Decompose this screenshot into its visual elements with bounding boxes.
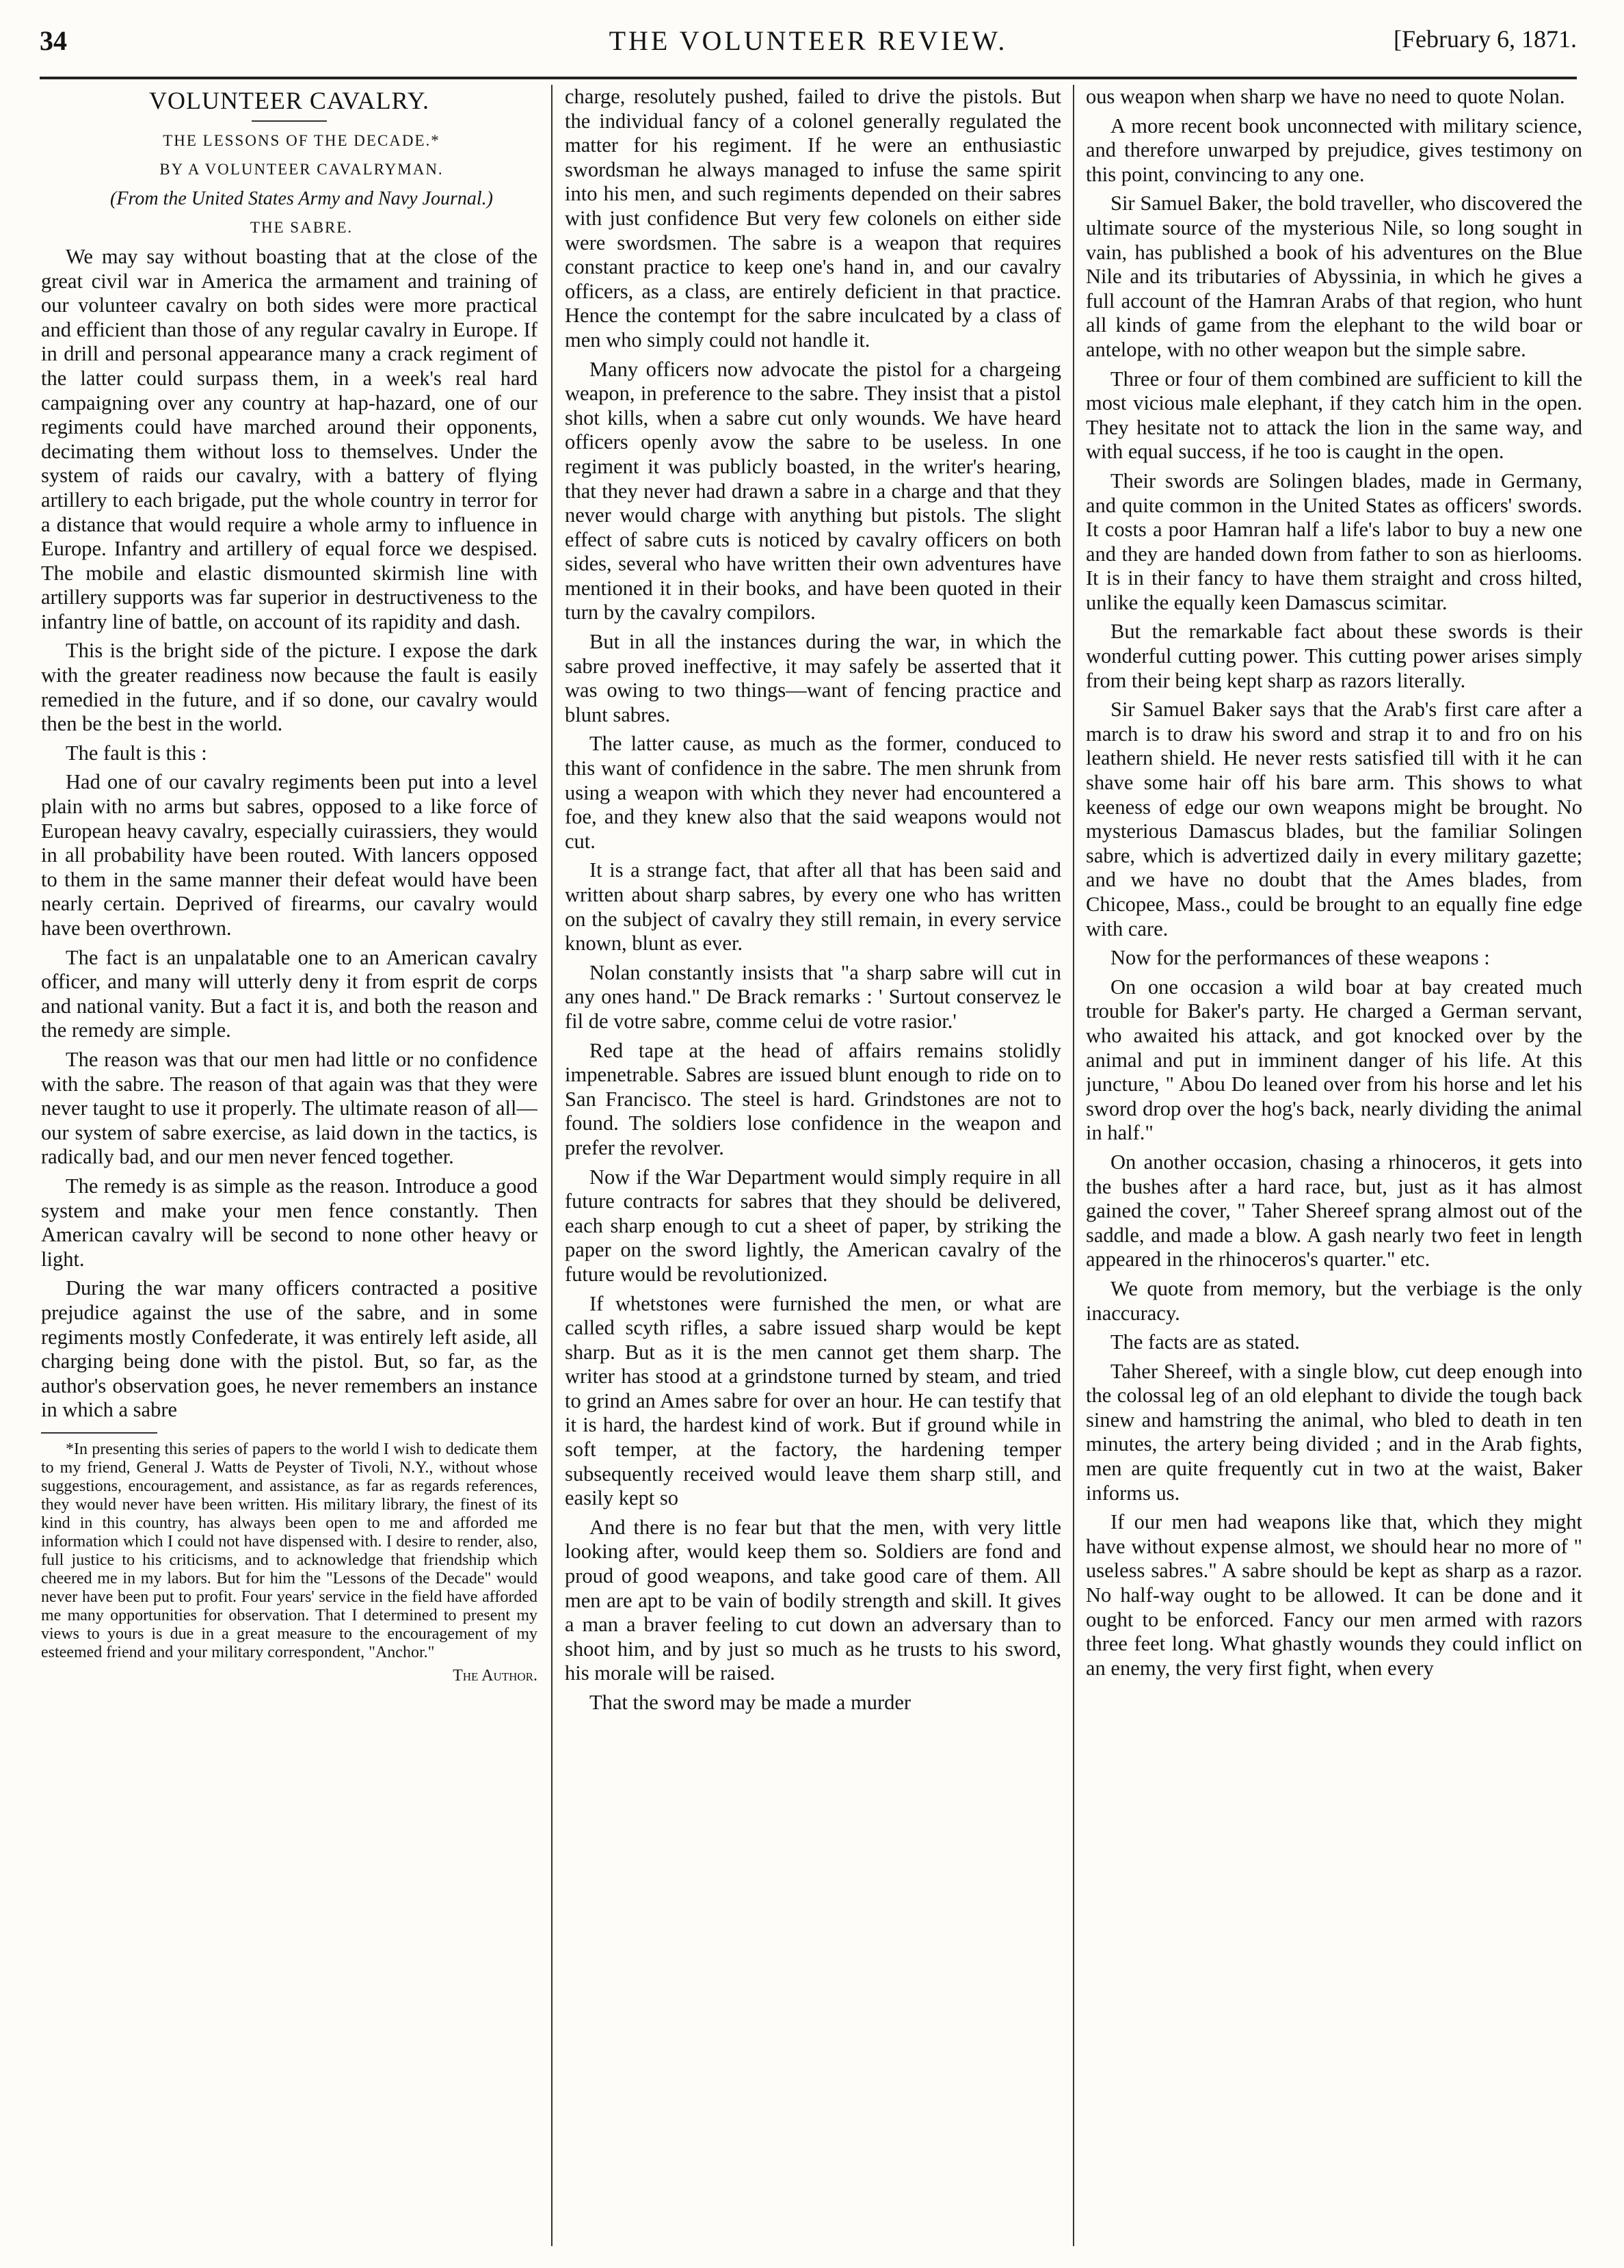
article-byline: BY A VOLUNTEER CAVALRYMAN.	[159, 161, 444, 179]
masthead-rule	[40, 77, 1577, 79]
footnote: *In presenting this series of papers to the world I wish to dedicate them to my friend, General J. Watts de Peyster of Tivoli, N.Y., without whose suggestions, encouragement, and assistance, as far as regards references, they would never have been written. His military library, the finest of its kind in this country, has always been open to me and afforded me information which I could not have dispensed with. I desire to render, also, full justice to his criticisms, and to acknowledge that friendship which cheered me in my labors. But for him the "Lessons of the Decade" would never have been put to profit. Four years' service in the field have afforded me many opportunities for observation. That I determined to present my views to yours is due in a great measure to the encouragement of my esteemed friend and your military correspondent, "Anchor."	[41, 1440, 537, 1661]
paragraph: Red tape at the head of affairs remains stolidly impenetrable. Sabres are issued blunt enough to ride on to San Francisco. The steel is hard. Grindstones are not to found. The soldiers lose confidence in the weapon and prefer the revolver.	[565, 1038, 1061, 1159]
column-divider	[1073, 85, 1074, 2246]
paragraph: A more recent book unconnected with military science, and therefore unwarped by prejudice, gives testimony on this point, convincing to any one.	[1086, 114, 1582, 186]
paragraph: That the sword may be made a murder	[589, 1691, 911, 1714]
paragraph: The fact is an unpalatable one to an American cavalry officer, and many will utterly deny it from esprit de corps and national vanity. But a fact it is, and both the reason and the remedy are simple.	[41, 945, 537, 1042]
paragraph: Taher Shereef, with a single blow, cut deep enough into the colossal leg of an old elephant to divide the tough back sinew and hamstring the animal, who bled to death in ten minutes, the artery being divided ; and in the Arab fights, men are quite frequently cut in two at the waist, Baker informs us.	[1086, 1359, 1582, 1505]
column-divider	[551, 85, 553, 2246]
paragraph: But the remarkable fact about these swords is their wonderful cutting power. This cutting power arises simply from their being kept sharp as razors literally.	[1086, 620, 1582, 692]
paragraph: Now for the performances of these weapons :	[1110, 946, 1490, 970]
paragraph: ous weapon when sharp we have no need to quote Nolan.	[1086, 85, 1565, 108]
page-number: 34	[40, 25, 67, 56]
paragraph: On one occasion a wild boar at bay created much trouble for Baker's party. He charged a German servant, who awaited his attack, and got knocked over by the animal and put in imminent danger of his life. At this juncture, " Abou Do leaned over from his horse and let his sword drop over the hog's back, nearly dividing the animal in half."	[1086, 975, 1582, 1145]
column-3	[1086, 85, 1582, 2246]
paragraph: The facts are as stated.	[1110, 1330, 1300, 1354]
paragraph: The latter cause, as much as the former, conduced to this want of confidence in the sabre. The men shrunk from using a weapon with which they never had encountered a foe, and they knew also that the said weapons would not cut.	[565, 732, 1061, 853]
paragraph: This is the bright side of the picture. I expose the dark with the greater readiness now because the fault is easily remedied in the future, and if so done, our cavalry would then be the best in the world.	[41, 639, 537, 736]
paragraph: If our men had weapons like that, which they might have without expense almost, we should hear no more of " useless sabres." A sabre should be kept as sharp as a razor. No half-way ought to be allowed. It can be done and it ought to be enforced. Fancy our men armed with razors three feet long. What ghastly wounds they could inflict on an enemy, the very first fight, when every	[1086, 1510, 1582, 1680]
paragraph: But in all the instances during the war, in which the sabre proved ineffective, it may safely be asserted that it was owing to two things—want of fencing practice and blunt sabres.	[565, 630, 1061, 726]
section-heading: THE SABRE.	[250, 219, 354, 237]
paragraph: On another occasion, chasing a rhinoceros, it gets into the bushes after a hard race, but, just as it has almost gained the cover, " Taher Shereef sprang almost out of the saddle, and made a blow. A gash nearly two feet in length appeared in the rhinoceros's quarter." etc.	[1086, 1150, 1582, 1271]
paragraph: Had one of our cavalry regiments been put into a level plain with no arms but sabres, opposed to a like force of European heavy cavalry, especially cuirassiers, they would in all probability have been routed. With lancers opposed to them in the same manner their defeat would have been nearly certain. Deprived of firearms, our cavalry would have been overthrown.	[41, 770, 537, 940]
paragraph: Now if the War Department would simply require in all future contracts for sabres that they should be delivered, each sharp enough to cut a sheet of paper, by striking the paper on the sword lightly, the American cavalry of the future would be revolutionized.	[565, 1165, 1061, 1286]
journal-title: THE VOLUNTEER REVIEW.	[609, 25, 1008, 56]
column-2	[565, 85, 1061, 2246]
paragraph: Three or four of them combined are sufficient to kill the most vicious male elephant, if they catch him in the open. They hesitate not to attack the lion in the same way, and with equal success, if he too is caught in the open.	[1086, 367, 1582, 464]
issue-date: [February 6, 1871.	[1394, 25, 1577, 53]
paragraph: Their swords are Solingen blades, made in Germany, and quite common in the United States as officers' swords. It costs a poor Hamran half a life's labor to buy a new one and they are handed down from father to son as hierlooms. It is in their fancy to have them straight and cross hilted, unlike the equally keen Damascus scimitar.	[1086, 469, 1582, 614]
article-source: (From the United States Army and Navy Journal.)	[110, 187, 493, 209]
paragraph: And there is no fear but that the men, with very little looking after, would keep them so. Soldiers are fond and proud of good weapons, and take good care of them. All men are apt to be vain of bodily strength and skill. It gives a man a braver feeling to cut down an adversary than to shoot him, and by just so much as he trusts to his sword, his morale will be raised.	[565, 1515, 1061, 1685]
footnote-signature: The Author.	[453, 1666, 537, 1685]
column-1	[41, 85, 537, 2246]
paragraph: Nolan constantly insists that "a sharp sabre will cut in any ones hand." De Brack remarks : ' Surtout conservez le fil de votre sabre, comme celui de votre rasior.'	[565, 960, 1061, 1033]
paragraph: If whetstones were furnished the men, or what are called scyth rifles, a sabre issued sharp would be kept sharp. But as it is the men cannot get them sharp. The writer has stood at a grindstone turned by steam, and tried to grind an Ames sabre for over an hour. He can testify that it is hard, the hardest kind of work. But if ground while in soft temper, at the factory, the hardening temper subsequently received would leave them sharp still, and easily kept so	[565, 1291, 1061, 1510]
paragraph: During the war many officers contracted a positive prejudice against the use of the sabre, and in some regiments mostly Confederate, it was entirely left aside, all charging being done with the pistol. But, so far, as the author's observation goes, he never remembers an instance in which a sabre	[41, 1276, 537, 1422]
paragraph: The remedy is as simple as the reason. Introduce a good system and make your men fence constantly. Then American cavalry will be second to none other heavy or light.	[41, 1174, 537, 1271]
paragraph: The fault is this :	[66, 741, 207, 765]
paragraph: Many officers now advocate the pistol for a chargeing weapon, in preference to the sabre. They insist that a pistol shot kills, when a sabre cut only wounds. We have heard officers openly avow the sabre to be useless. In one regiment it was publicly boasted, in the writer's hearing, that they never had drawn a sabre in a charge and that they never would charge with anything but pistols. The slight effect of sabre cuts is noticed by cavalry officers on both sides, several who have written their own adventures have mentioned it in their books, and have been quoted in their turn by the cavalry compilors.	[565, 357, 1061, 624]
paragraph: Sir Samuel Baker says that the Arab's first care after a march is to draw his sword and strap it to and fro on his leathern shield. He never rests satisfied till with it he can shave some hair off his bare arm. This shows to what keeness of edge our own weapons might be brought. No mysterious Damascus blades, but the familiar Solingen sabre, which is advertized daily in every military gazette; and we have no doubt that the Ames blades, from Chicopee, Mass., could be brought to an equally fine edge with care.	[1086, 698, 1582, 940]
paragraph: Sir Samuel Baker, the bold traveller, who discovered the ultimate source of the mysterious Nile, so long sought in vain, has published a book of his adventures on the Blue Nile and its tributaries of Abyssinia, in which he gives a full account of the Hamran Arabs of that region, who hunt all kinds of game from the elephant to the wild boar or antelope, with no other weapon but the simple sabre.	[1086, 192, 1582, 361]
paragraph: We quote from memory, but the verbiage is the only inaccuracy.	[1086, 1276, 1582, 1325]
paragraph: We may say without boasting that at the close of the great civil war in America the armament and training of our volunteer cavalry on both sides were more practical and efficient than those of any regular cavalry in Europe. If in drill and personal appearance many a crack regiment of the latter could surpass them, in a week's real hard campaigning over any country at hap-hazard, one of our regiments could have marched around their opponents, decimating them without loss to themselves. Under the system of raids our cavalry, with a battery of flying artillery to each brigade, put the whole country in terror for a distance that would require a whole army to influence in Europe. Infantry and artillery of equal force we despised. The mobile and elastic dismounted skirmish line with artillery supports was far superior in destructiveness to the infantry line of battle, on account of its rapidity and dash.	[41, 244, 537, 633]
title-rule	[252, 120, 327, 122]
paragraph: It is a strange fact, that after all that has been said and written about sharp sabres, by every one who has written on the subject of cavalry they still remain, in every service known, blunt as ever.	[565, 858, 1061, 955]
paragraph: charge, resolutely pushed, failed to drive the pistols. But the individual fancy of a colonel generally regulated the matter for his regiment. If he were an enthusiastic swordsman he always managed to infuse the same spirit into his men, and such regiments depended on their sabres with just confidence But very few colonels on either side were swordsmen. The sabre is a weapon that requires constant practice to keep one's hand in, and our cavalry officers, as a class, are entirely deficient in that practice. Hence the contempt for the sabre inculcated by a class of men who simply could not handle it.	[565, 85, 1061, 352]
paragraph: The reason was that our men had little or no confidence with the sabre. The reason of that again was that they were never taught to use it properly. The ultimate reason of all—our system of sabre exercise, as laid down in the tactics, is radically bad, and our men never fenced together.	[41, 1047, 537, 1169]
masthead	[40, 25, 1577, 68]
article-title: VOLUNTEER CAVALRY.	[148, 87, 430, 114]
col1-body	[41, 245, 537, 1423]
footnote-rule	[41, 1432, 157, 1434]
article-subtitle: THE LESSONS OF THE DECADE.*	[163, 131, 440, 149]
